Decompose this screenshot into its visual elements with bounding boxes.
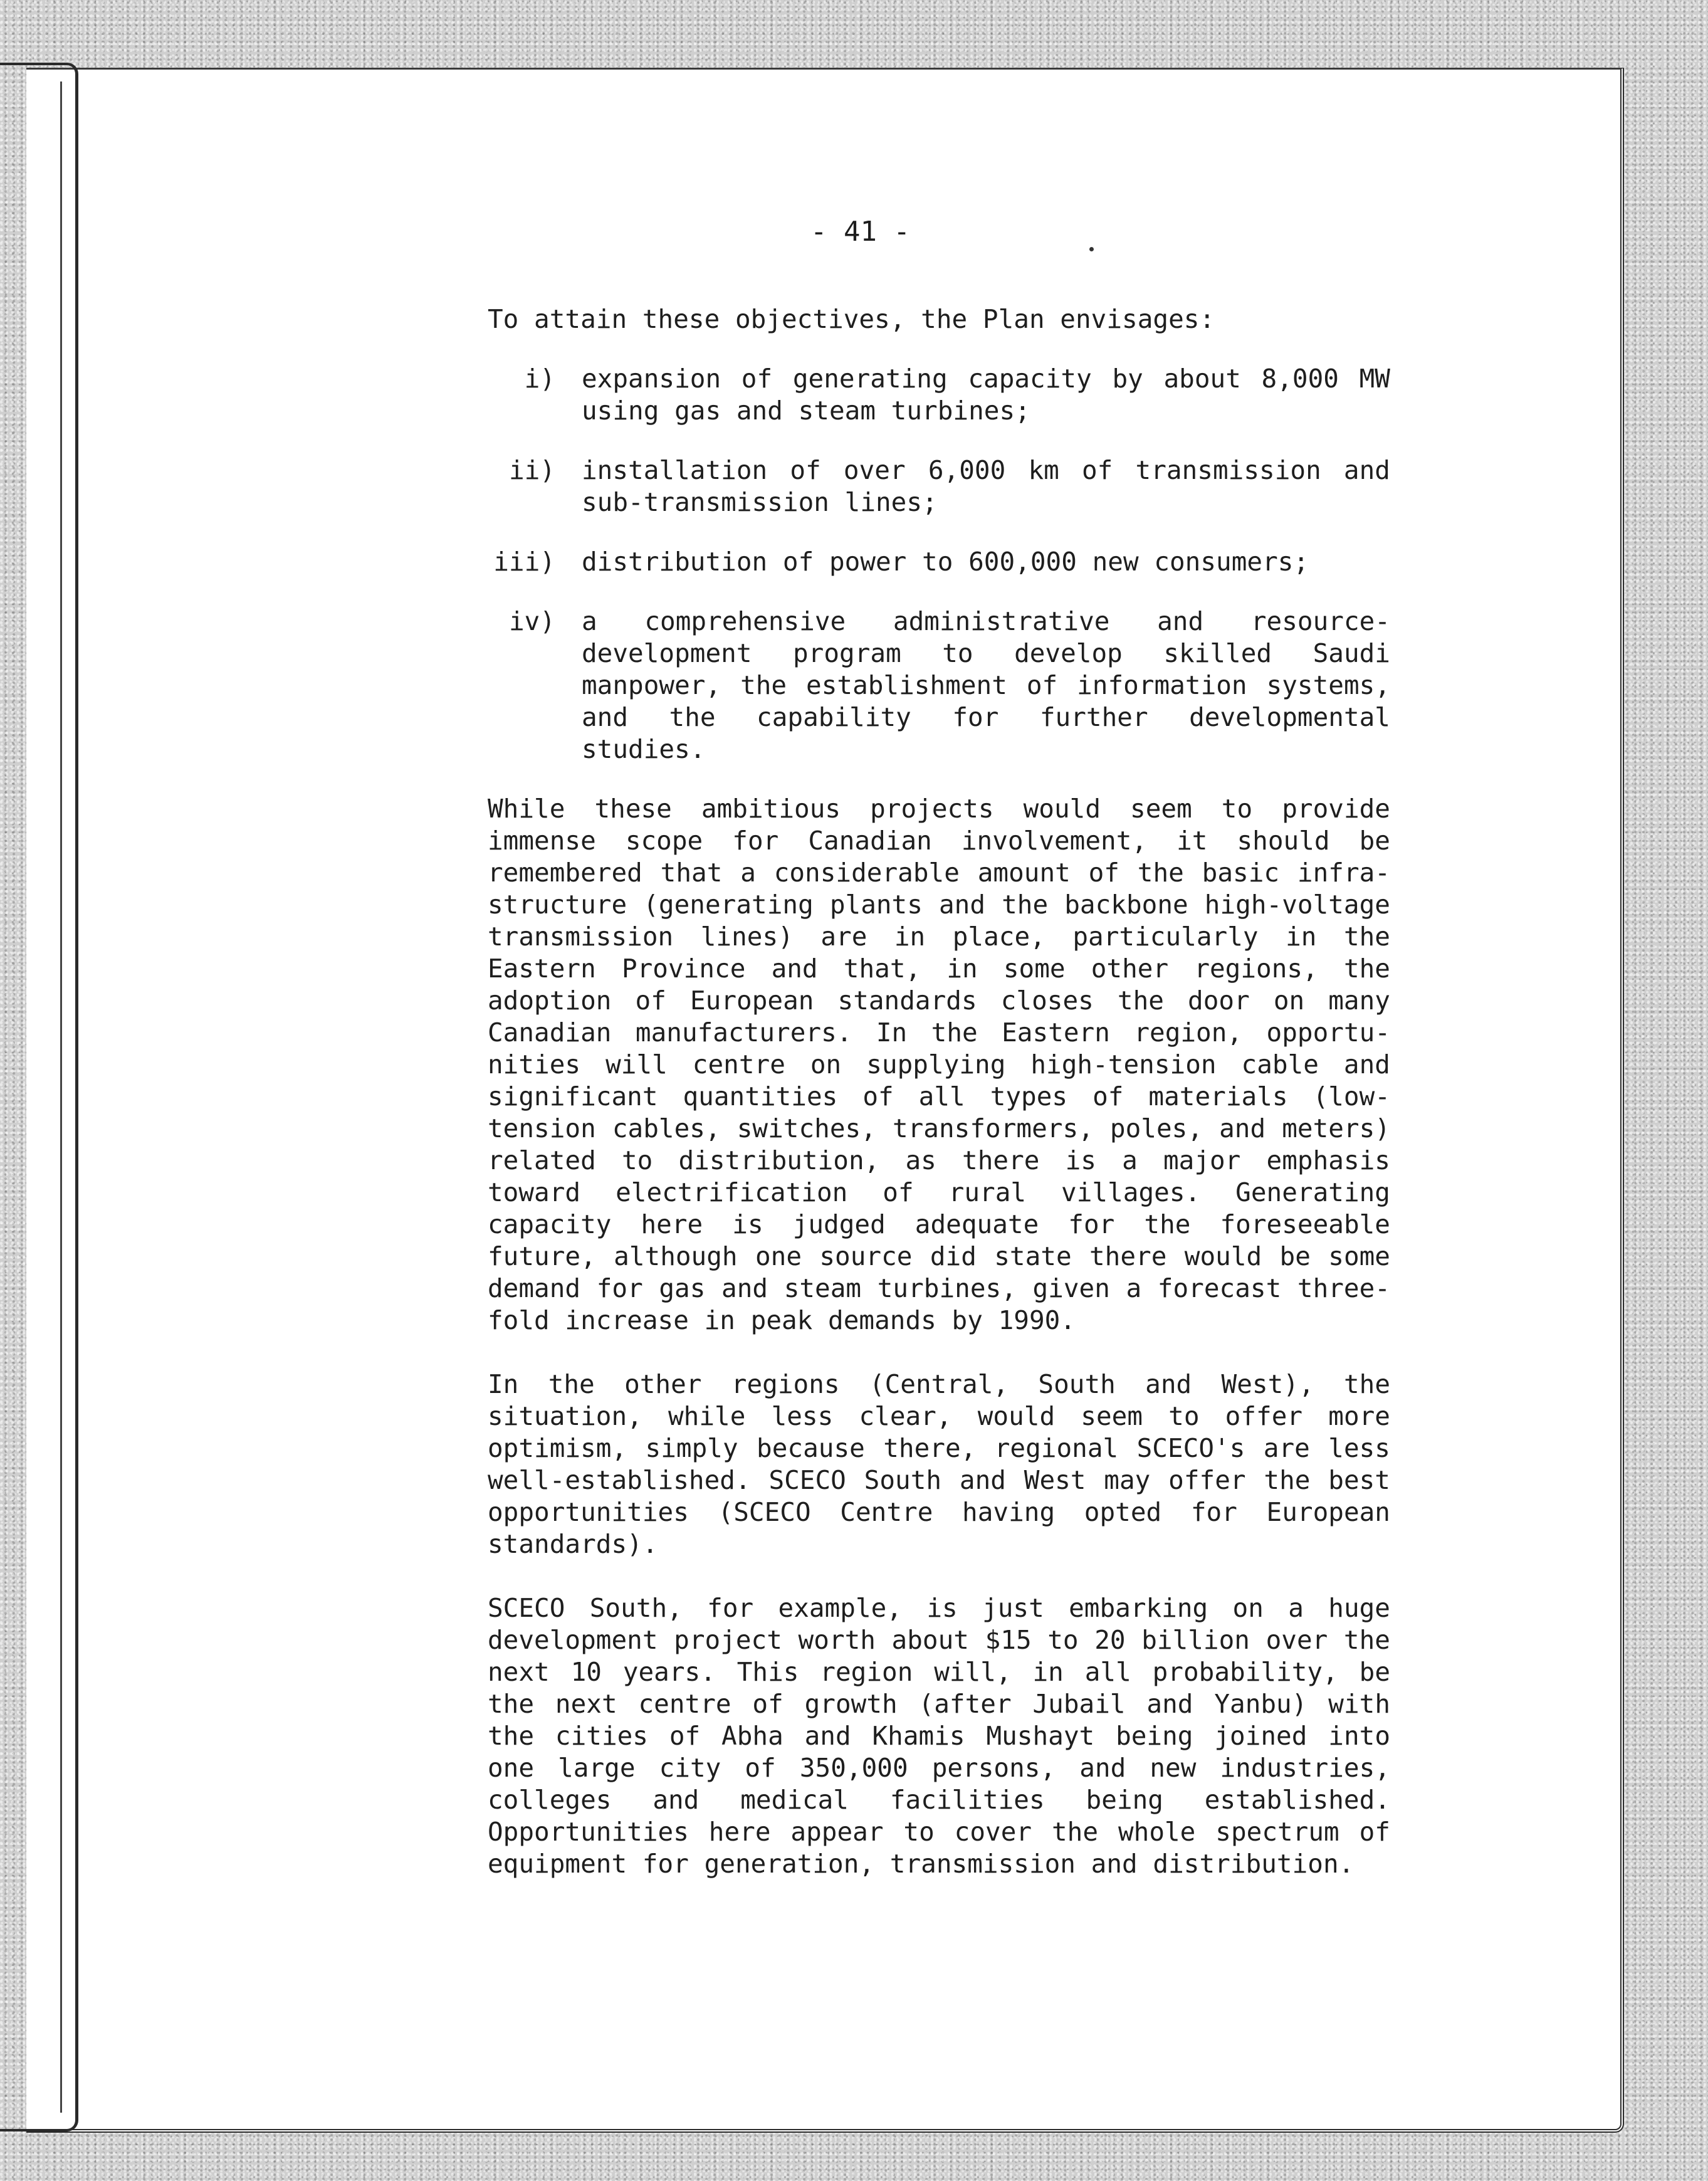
page-content — [488, 303, 1390, 1912]
list-item — [488, 606, 1390, 765]
body-paragraph: SCECO South, for example, is just embarking on a huge development project worth about $15 to 20 billion over the next 10 years. This region will, in all probability, be the next centre of growth (after Jubail and Yanbu) with the cities of Abha and Khamis Mushayt being joined into one large city of 350,000 persons, and new industries, colleges and medical facilities being established. Opportunities here appear to cover the whole spectrum of equipment for generation, transmission and distribution. — [488, 1593, 1390, 1879]
list-item-text: a comprehensive administrative and resource-development program to develop skilled Saudi manpower, the establishment of information systems, and the capability for further developmental studies. — [582, 606, 1390, 764]
binding-line — [60, 81, 62, 2113]
binding-frame — [0, 63, 78, 2131]
intro-sentence: To attain these objectives, the Plan envisages: — [488, 304, 1215, 334]
list-item — [488, 455, 1390, 518]
list-item-number: iv) — [508, 606, 555, 636]
objectives-list — [488, 363, 1390, 765]
list-item-number: ii) — [508, 455, 555, 485]
body-paragraph: While these ambitious projects would seem to provide immense scope for Canadian involvement, it should be remembered that a considerable amount of the basic infra-structure (generating plants and the backbone high-voltage transmission lines) are in place, particularly in the Eastern Province and that, in some other regions, the adoption of European standards closes the door on many Canadian manufacturers. In the Eastern region, opportu-nities will centre on supplying high-tension cable and significant quantities of all types of materials (low-tension cables, switches, transformers, poles, and meters) related to distribution, as there is a major emphasis toward electrification of rural villages. Generating capacity here is judged adequate for the foreseeable future, although one source did state there would be some demand for gas and steam turbines, given a forecast three-fold increase in peak demands by 1990. — [488, 794, 1390, 1335]
list-item — [488, 363, 1390, 427]
stray-mark — [1089, 247, 1094, 251]
list-item-text: expansion of generating capacity by about 8,000 MW using gas and steam turbines; — [582, 364, 1390, 426]
list-item-text: installation of over 6,000 km of transmission and sub-transmission lines; — [582, 455, 1390, 517]
list-item — [488, 546, 1390, 578]
list-item-number: iii) — [493, 547, 555, 577]
page-number: - 41 - — [810, 216, 910, 248]
body-paragraph: In the other regions (Central, South and West), the situation, while less clear, would seem to offer more optimism, simply because there, regional SCECO's are less well-established. SCECO South and West may offer the best opportunities (SCECO Centre having opted for European standards). — [488, 1369, 1390, 1559]
list-item-number: i) — [524, 364, 555, 394]
list-item-text: distribution of power to 600,000 new consumers; — [582, 547, 1309, 577]
